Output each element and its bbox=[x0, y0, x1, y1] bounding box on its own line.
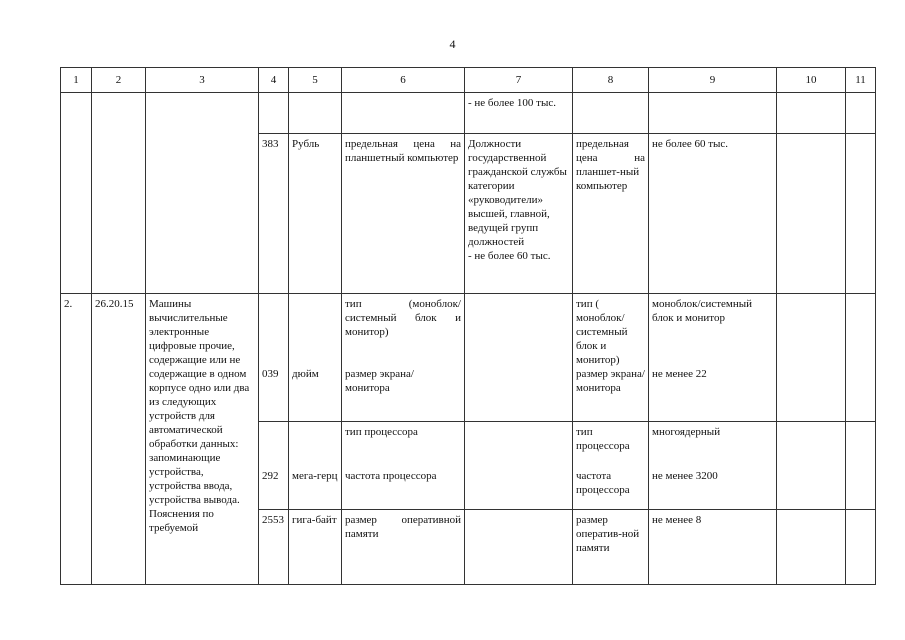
cell-text: тип ( моноблок/ системный блок и монитор) bbox=[576, 298, 628, 366]
table-cell bbox=[146, 93, 259, 294]
cell-text: - не более 60 тыс. bbox=[468, 250, 551, 262]
cell-text: тип процессора bbox=[345, 426, 418, 438]
unit-name-cell bbox=[289, 294, 342, 422]
cell-text: моноблок/системный блок и монитор bbox=[652, 298, 753, 324]
unit-code-cell bbox=[259, 294, 289, 422]
table-cell bbox=[777, 510, 846, 585]
cell-text: частота процессора bbox=[576, 470, 630, 496]
table-cell bbox=[465, 422, 573, 510]
table-cell bbox=[777, 422, 846, 510]
table-cell bbox=[465, 294, 573, 422]
table-cell: размер оператив-ной памяти bbox=[573, 510, 649, 585]
characteristic-cell: предельная цена на планшетный компьютер bbox=[342, 134, 465, 294]
table-cell bbox=[465, 510, 573, 585]
table-cell bbox=[465, 134, 573, 294]
table-cell bbox=[846, 422, 876, 510]
table-cell: - не более 100 тыс. bbox=[465, 93, 573, 134]
table-cell bbox=[573, 93, 649, 134]
table-cell bbox=[573, 422, 649, 510]
table-cell bbox=[649, 294, 777, 422]
unit-name-cell bbox=[289, 422, 342, 510]
okpd-code-cell: 26.20.15 bbox=[92, 294, 146, 585]
cell-text: 292 bbox=[262, 470, 279, 482]
table-cell bbox=[342, 93, 465, 134]
characteristic-cell bbox=[342, 294, 465, 422]
row-number-cell: 2. bbox=[61, 294, 92, 585]
header-cell: 11 bbox=[846, 68, 876, 93]
header-cell: 9 bbox=[649, 68, 777, 93]
header-cell: 4 bbox=[259, 68, 289, 93]
table-cell: не более 60 тыс. bbox=[649, 134, 777, 294]
characteristic-cell: размер оперативной памяти bbox=[342, 510, 465, 585]
header-row bbox=[61, 68, 876, 93]
unit-code-cell: 383 bbox=[259, 134, 289, 294]
header-cell: 10 bbox=[777, 68, 846, 93]
cell-text: дюйм bbox=[292, 368, 319, 380]
cell-text: частота процессора bbox=[345, 470, 437, 482]
table-cell bbox=[259, 93, 289, 134]
cell-text: 039 bbox=[262, 368, 279, 380]
cell-text: размер экрана/ монитора bbox=[345, 368, 414, 394]
header-cell: 2 bbox=[92, 68, 146, 93]
cell-text: не менее 22 bbox=[652, 368, 707, 380]
header-cell: 5 bbox=[289, 68, 342, 93]
table-cell bbox=[846, 134, 876, 294]
cell-text: Должности государственной гражданской службы категории «руководители» высшей, главной, ведущей групп должностей bbox=[468, 138, 567, 248]
table-cell bbox=[92, 93, 146, 294]
table-cell bbox=[289, 93, 342, 134]
cell-text: размер экрана/ монитора bbox=[576, 368, 645, 394]
table-cell bbox=[649, 93, 777, 134]
requirements-table bbox=[60, 67, 876, 585]
table-cell bbox=[846, 510, 876, 585]
table-cell bbox=[777, 134, 846, 294]
table-cell bbox=[777, 294, 846, 422]
header-cell: 7 bbox=[465, 68, 573, 93]
cell-text: тип процессора bbox=[576, 426, 630, 452]
header-cell: 3 bbox=[146, 68, 259, 93]
header-cell: 8 bbox=[573, 68, 649, 93]
characteristic-cell bbox=[342, 422, 465, 510]
cell-text: мега-герц bbox=[292, 470, 338, 482]
table-cell bbox=[573, 294, 649, 422]
header-cell: 6 bbox=[342, 68, 465, 93]
product-name-cell: Машины вычислительные электронные цифровые прочие, содержащие или не содержащие в одном корпусе одно или два из следующих устройств для автоматической обработки данных: запоминающие устройства, устройства ввода, устройства вывода. Пояснения по требуемой bbox=[146, 294, 259, 585]
table-cell bbox=[777, 93, 846, 134]
cell-text: не менее 3200 bbox=[652, 470, 718, 482]
cell-text: многоядерный bbox=[652, 426, 721, 438]
unit-code-cell bbox=[259, 422, 289, 510]
unit-name-cell: Рубль bbox=[289, 134, 342, 294]
table-cell bbox=[846, 93, 876, 134]
cell-text: тип (моноблок/ системный блок и монитор) bbox=[345, 298, 461, 338]
page-number: 4 bbox=[449, 37, 456, 51]
unit-code-cell: 2553 bbox=[259, 510, 289, 585]
table-row bbox=[61, 93, 876, 134]
table-cell bbox=[61, 93, 92, 294]
table-cell: не менее 8 bbox=[649, 510, 777, 585]
header-cell: 1 bbox=[61, 68, 92, 93]
table-row bbox=[61, 294, 876, 422]
table-cell bbox=[846, 294, 876, 422]
table-cell: предельная цена на планшет-ный компьютер bbox=[573, 134, 649, 294]
table-cell bbox=[649, 422, 777, 510]
unit-name-cell: гига-байт bbox=[289, 510, 342, 585]
